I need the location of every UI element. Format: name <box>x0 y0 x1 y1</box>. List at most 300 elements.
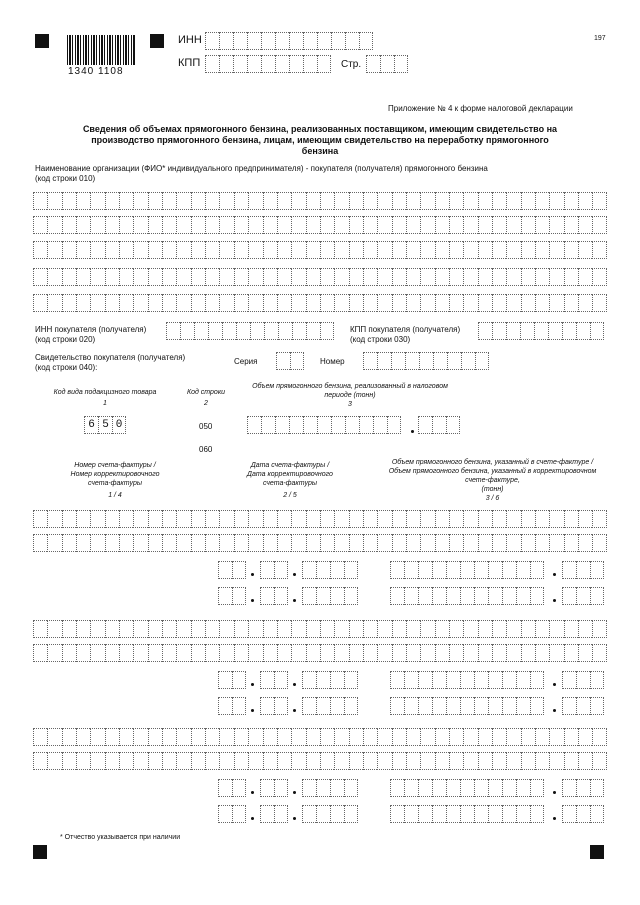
input-cell[interactable] <box>194 322 208 340</box>
input-cell[interactable] <box>432 779 446 797</box>
input-cell[interactable] <box>492 752 506 770</box>
input-cell[interactable] <box>576 587 590 605</box>
invoice-date-month[interactable] <box>260 561 288 579</box>
input-cell[interactable] <box>62 294 76 312</box>
input-cell[interactable] <box>264 322 278 340</box>
invoice-date-year[interactable] <box>302 671 358 689</box>
input-cell[interactable] <box>290 352 304 370</box>
input-cell[interactable] <box>263 192 277 210</box>
input-cell[interactable] <box>549 241 563 259</box>
input-cell[interactable] <box>435 241 449 259</box>
input-cell[interactable] <box>274 697 288 715</box>
input-cell[interactable] <box>76 644 90 662</box>
input-cell[interactable] <box>420 752 434 770</box>
input-cell[interactable] <box>260 805 274 823</box>
input-cell[interactable] <box>435 268 449 286</box>
input-cell[interactable] <box>260 561 274 579</box>
input-cell[interactable] <box>344 587 358 605</box>
input-cell[interactable] <box>234 216 248 234</box>
input-cell[interactable] <box>291 620 305 638</box>
input-cell[interactable] <box>278 322 292 340</box>
input-cell[interactable] <box>306 620 320 638</box>
input-cell[interactable] <box>478 192 492 210</box>
invoice-number-row[interactable] <box>33 728 607 746</box>
input-cell[interactable] <box>62 620 76 638</box>
input-cell[interactable] <box>516 671 530 689</box>
input-cell[interactable] <box>535 644 549 662</box>
input-cell[interactable] <box>488 805 502 823</box>
input-cell[interactable] <box>162 192 176 210</box>
input-cell[interactable] <box>590 805 604 823</box>
input-cell[interactable] <box>530 779 544 797</box>
invoice-volume-decimal[interactable] <box>562 779 604 797</box>
input-cell[interactable] <box>119 192 133 210</box>
input-cell[interactable] <box>420 534 434 552</box>
input-cell[interactable] <box>420 216 434 234</box>
input-cell[interactable] <box>219 728 233 746</box>
input-cell[interactable] <box>562 587 576 605</box>
input-cell[interactable] <box>330 805 344 823</box>
input-cell[interactable] <box>306 322 320 340</box>
invoice-date-day[interactable] <box>218 671 246 689</box>
input-cell[interactable] <box>349 268 363 286</box>
input-cell[interactable] <box>47 644 61 662</box>
input-cell[interactable] <box>47 752 61 770</box>
input-cell[interactable] <box>377 510 391 528</box>
input-cell[interactable] <box>232 561 246 579</box>
input-cell[interactable] <box>433 352 447 370</box>
input-cell[interactable] <box>47 192 61 210</box>
input-cell[interactable] <box>406 216 420 234</box>
input-cell[interactable] <box>475 352 489 370</box>
input-cell[interactable] <box>394 55 408 73</box>
input-cell[interactable] <box>406 510 420 528</box>
input-cell[interactable] <box>363 728 377 746</box>
input-cell[interactable] <box>76 620 90 638</box>
input-cell[interactable] <box>359 416 373 434</box>
input-cell[interactable] <box>461 352 475 370</box>
input-cell[interactable] <box>306 534 320 552</box>
input-cell[interactable] <box>248 752 262 770</box>
input-cell[interactable] <box>90 268 104 286</box>
input-cell[interactable] <box>306 268 320 286</box>
input-cell[interactable] <box>302 561 316 579</box>
input-cell[interactable] <box>488 779 502 797</box>
input-cell[interactable] <box>474 697 488 715</box>
input-cell[interactable] <box>205 192 219 210</box>
input-cell[interactable] <box>535 620 549 638</box>
input-cell[interactable] <box>306 510 320 528</box>
input-cell[interactable] <box>76 268 90 286</box>
input-cell[interactable] <box>460 697 474 715</box>
invoice-date-year[interactable] <box>302 587 358 605</box>
input-cell[interactable] <box>90 752 104 770</box>
input-cell[interactable] <box>463 534 477 552</box>
input-cell[interactable] <box>562 805 576 823</box>
input-cell[interactable] <box>219 644 233 662</box>
input-cell[interactable] <box>205 294 219 312</box>
input-cell[interactable] <box>148 510 162 528</box>
input-cell[interactable] <box>162 620 176 638</box>
input-cell[interactable] <box>564 534 578 552</box>
input-cell[interactable] <box>119 241 133 259</box>
input-cell[interactable] <box>90 644 104 662</box>
input-cell[interactable] <box>564 294 578 312</box>
input-cell[interactable] <box>191 268 205 286</box>
input-cell[interactable] <box>162 752 176 770</box>
input-cell[interactable] <box>274 671 288 689</box>
input-cell[interactable] <box>392 268 406 286</box>
input-cell[interactable] <box>446 697 460 715</box>
invoice-date-year[interactable] <box>302 697 358 715</box>
input-cell[interactable] <box>549 510 563 528</box>
invoice-date-day[interactable] <box>218 805 246 823</box>
invoice-volume-decimal[interactable] <box>562 561 604 579</box>
input-cell[interactable] <box>233 32 247 50</box>
input-cell[interactable] <box>435 534 449 552</box>
input-cell[interactable] <box>363 534 377 552</box>
input-cell[interactable] <box>232 697 246 715</box>
input-cell[interactable] <box>377 268 391 286</box>
input-cell[interactable] <box>564 620 578 638</box>
input-cell[interactable] <box>534 322 548 340</box>
input-cell[interactable] <box>492 644 506 662</box>
input-cell[interactable] <box>62 192 76 210</box>
input-cell[interactable] <box>320 644 334 662</box>
input-cell[interactable] <box>478 268 492 286</box>
input-cell[interactable] <box>191 241 205 259</box>
input-cell[interactable] <box>535 241 549 259</box>
input-cell[interactable] <box>248 216 262 234</box>
input-cell[interactable] <box>530 561 544 579</box>
input-cell[interactable] <box>176 534 190 552</box>
input-cell[interactable] <box>330 779 344 797</box>
input-cell[interactable] <box>320 620 334 638</box>
input-cell[interactable] <box>344 697 358 715</box>
input-cell[interactable] <box>148 534 162 552</box>
input-cell[interactable] <box>205 55 219 73</box>
input-cell[interactable] <box>478 644 492 662</box>
input-cell[interactable] <box>460 671 474 689</box>
org-name-row[interactable] <box>33 268 607 286</box>
input-cell[interactable] <box>234 241 248 259</box>
input-cell[interactable] <box>418 779 432 797</box>
input-cell[interactable] <box>502 671 516 689</box>
input-cell[interactable] <box>549 192 563 210</box>
invoice-date-day[interactable] <box>218 561 246 579</box>
input-cell[interactable] <box>406 294 420 312</box>
input-cell[interactable] <box>291 752 305 770</box>
input-cell[interactable] <box>274 561 288 579</box>
input-cell[interactable] <box>535 216 549 234</box>
input-cell[interactable] <box>460 779 474 797</box>
buyer-kpp-field[interactable] <box>478 322 604 340</box>
input-cell[interactable] <box>349 728 363 746</box>
input-cell[interactable] <box>392 752 406 770</box>
input-cell[interactable] <box>105 752 119 770</box>
input-cell[interactable] <box>334 216 348 234</box>
input-cell[interactable] <box>219 241 233 259</box>
input-cell[interactable] <box>446 587 460 605</box>
input-cell[interactable] <box>302 697 316 715</box>
input-cell[interactable] <box>105 620 119 638</box>
input-cell[interactable] <box>105 534 119 552</box>
input-cell[interactable] <box>33 510 47 528</box>
input-cell[interactable] <box>373 416 387 434</box>
input-cell[interactable] <box>460 805 474 823</box>
input-cell[interactable] <box>392 534 406 552</box>
input-cell[interactable] <box>478 216 492 234</box>
input-cell[interactable] <box>33 534 47 552</box>
input-cell[interactable] <box>263 534 277 552</box>
input-cell[interactable] <box>166 322 180 340</box>
input-cell[interactable] <box>62 728 76 746</box>
input-cell[interactable] <box>420 294 434 312</box>
input-cell[interactable] <box>349 752 363 770</box>
input-cell[interactable] <box>33 644 47 662</box>
input-cell[interactable] <box>562 779 576 797</box>
invoice-date-day[interactable] <box>218 697 246 715</box>
input-cell[interactable] <box>564 644 578 662</box>
input-cell[interactable] <box>363 510 377 528</box>
invoice-number-row[interactable] <box>33 644 607 662</box>
input-cell[interactable] <box>446 779 460 797</box>
input-cell[interactable] <box>176 620 190 638</box>
input-cell[interactable] <box>344 561 358 579</box>
input-cell[interactable] <box>406 268 420 286</box>
input-cell[interactable] <box>492 192 506 210</box>
input-cell[interactable] <box>404 697 418 715</box>
input-cell[interactable] <box>331 32 345 50</box>
input-cell[interactable] <box>320 216 334 234</box>
input-cell[interactable] <box>277 752 291 770</box>
input-cell[interactable] <box>291 728 305 746</box>
input-cell[interactable] <box>506 620 520 638</box>
input-cell[interactable] <box>418 697 432 715</box>
input-cell[interactable] <box>435 216 449 234</box>
input-cell[interactable] <box>377 728 391 746</box>
input-cell[interactable] <box>248 268 262 286</box>
input-cell[interactable] <box>406 192 420 210</box>
input-cell[interactable] <box>576 561 590 579</box>
input-cell[interactable] <box>576 697 590 715</box>
input-cell[interactable] <box>404 805 418 823</box>
input-cell[interactable] <box>406 728 420 746</box>
input-cell[interactable] <box>492 728 506 746</box>
input-cell[interactable] <box>449 620 463 638</box>
input-cell[interactable] <box>521 620 535 638</box>
input-cell[interactable] <box>392 728 406 746</box>
input-cell[interactable] <box>291 216 305 234</box>
input-cell[interactable] <box>292 322 306 340</box>
input-cell[interactable] <box>449 216 463 234</box>
input-cell[interactable] <box>449 294 463 312</box>
input-cell[interactable] <box>277 510 291 528</box>
org-name-row[interactable] <box>33 241 607 259</box>
input-cell[interactable] <box>521 752 535 770</box>
input-cell[interactable] <box>592 241 606 259</box>
input-cell[interactable] <box>344 671 358 689</box>
input-cell[interactable] <box>248 620 262 638</box>
input-cell[interactable] <box>404 561 418 579</box>
input-cell[interactable] <box>247 32 261 50</box>
input-cell[interactable] <box>576 779 590 797</box>
input-cell[interactable] <box>291 510 305 528</box>
input-cell[interactable] <box>302 587 316 605</box>
input-cell[interactable] <box>302 779 316 797</box>
volume-decimal-field[interactable] <box>418 416 460 434</box>
input-cell[interactable] <box>463 192 477 210</box>
input-cell[interactable] <box>148 752 162 770</box>
input-cell[interactable] <box>33 620 47 638</box>
input-cell[interactable] <box>435 510 449 528</box>
input-cell[interactable] <box>320 241 334 259</box>
input-cell[interactable] <box>275 416 289 434</box>
input-cell[interactable] <box>502 779 516 797</box>
input-cell[interactable] <box>47 241 61 259</box>
input-cell[interactable] <box>492 241 506 259</box>
input-cell[interactable] <box>502 805 516 823</box>
invoice-date-month[interactable] <box>260 671 288 689</box>
input-cell[interactable] <box>277 241 291 259</box>
input-cell[interactable] <box>363 620 377 638</box>
input-cell[interactable] <box>432 587 446 605</box>
invoice-date-year[interactable] <box>302 561 358 579</box>
input-cell[interactable] <box>334 510 348 528</box>
input-cell[interactable] <box>306 216 320 234</box>
input-cell[interactable] <box>488 587 502 605</box>
invoice-volume-integer[interactable] <box>390 671 544 689</box>
input-cell[interactable] <box>148 294 162 312</box>
input-cell[interactable] <box>219 268 233 286</box>
input-cell[interactable] <box>392 510 406 528</box>
input-cell[interactable] <box>390 561 404 579</box>
input-cell[interactable] <box>306 752 320 770</box>
org-name-row[interactable] <box>33 192 607 210</box>
input-cell[interactable] <box>363 644 377 662</box>
input-cell[interactable] <box>488 671 502 689</box>
input-cell[interactable] <box>530 671 544 689</box>
invoice-volume-integer[interactable] <box>390 779 544 797</box>
input-cell[interactable] <box>180 322 194 340</box>
invoice-number-row[interactable] <box>33 510 607 528</box>
input-cell[interactable] <box>478 534 492 552</box>
input-cell[interactable] <box>176 192 190 210</box>
input-cell[interactable] <box>420 192 434 210</box>
input-cell[interactable] <box>90 241 104 259</box>
input-cell[interactable] <box>446 805 460 823</box>
input-cell[interactable] <box>219 534 233 552</box>
input-cell[interactable] <box>277 534 291 552</box>
input-cell[interactable] <box>334 268 348 286</box>
input-cell[interactable] <box>263 268 277 286</box>
input-cell[interactable] <box>377 534 391 552</box>
input-cell[interactable] <box>590 697 604 715</box>
input-cell[interactable] <box>590 561 604 579</box>
input-cell[interactable] <box>205 620 219 638</box>
invoice-date-month[interactable] <box>260 587 288 605</box>
input-cell[interactable] <box>530 805 544 823</box>
input-cell[interactable] <box>176 268 190 286</box>
input-cell[interactable] <box>463 241 477 259</box>
input-cell[interactable] <box>334 241 348 259</box>
input-cell[interactable] <box>564 216 578 234</box>
input-cell[interactable] <box>291 241 305 259</box>
input-cell[interactable] <box>549 620 563 638</box>
input-cell[interactable] <box>219 216 233 234</box>
input-cell[interactable] <box>420 241 434 259</box>
input-cell[interactable] <box>590 779 604 797</box>
input-cell[interactable] <box>392 294 406 312</box>
input-cell[interactable] <box>349 241 363 259</box>
input-cell[interactable] <box>349 510 363 528</box>
input-cell[interactable] <box>359 32 373 50</box>
input-cell[interactable] <box>562 697 576 715</box>
input-cell[interactable] <box>576 322 590 340</box>
input-cell[interactable] <box>263 216 277 234</box>
input-cell[interactable] <box>363 268 377 286</box>
input-cell[interactable] <box>119 294 133 312</box>
input-cell[interactable] <box>478 752 492 770</box>
invoice-number-row[interactable] <box>33 620 607 638</box>
input-cell[interactable] <box>578 510 592 528</box>
input-cell[interactable] <box>446 671 460 689</box>
input-cell[interactable] <box>162 644 176 662</box>
input-cell[interactable] <box>320 192 334 210</box>
invoice-volume-decimal[interactable] <box>562 671 604 689</box>
input-cell[interactable] <box>549 268 563 286</box>
input-cell[interactable] <box>105 510 119 528</box>
input-cell[interactable] <box>205 728 219 746</box>
input-cell[interactable] <box>162 294 176 312</box>
input-cell[interactable] <box>191 644 205 662</box>
input-cell[interactable] <box>592 216 606 234</box>
input-cell[interactable] <box>105 192 119 210</box>
input-cell[interactable] <box>419 352 433 370</box>
input-cell[interactable] <box>76 510 90 528</box>
input-cell[interactable] <box>133 728 147 746</box>
input-cell[interactable] <box>535 268 549 286</box>
input-cell[interactable] <box>492 534 506 552</box>
input-cell[interactable] <box>592 268 606 286</box>
input-cell[interactable] <box>516 587 530 605</box>
input-cell[interactable] <box>277 192 291 210</box>
input-cell[interactable] <box>592 644 606 662</box>
input-cell[interactable] <box>404 671 418 689</box>
input-cell[interactable] <box>263 728 277 746</box>
input-cell[interactable] <box>390 697 404 715</box>
input-cell[interactable] <box>506 728 520 746</box>
input-cell[interactable] <box>234 192 248 210</box>
input-cell[interactable] <box>33 752 47 770</box>
input-cell[interactable] <box>420 644 434 662</box>
input-cell[interactable] <box>234 294 248 312</box>
input-cell[interactable] <box>435 728 449 746</box>
input-cell[interactable] <box>302 671 316 689</box>
input-cell[interactable] <box>148 644 162 662</box>
input-cell[interactable] <box>263 241 277 259</box>
input-cell[interactable] <box>205 268 219 286</box>
input-cell[interactable] <box>90 620 104 638</box>
input-cell[interactable] <box>474 587 488 605</box>
input-cell[interactable] <box>562 561 576 579</box>
input-cell[interactable] <box>334 534 348 552</box>
input-cell[interactable] <box>592 620 606 638</box>
input-cell[interactable] <box>219 55 233 73</box>
input-cell[interactable] <box>349 192 363 210</box>
input-cell[interactable] <box>320 294 334 312</box>
input-cell[interactable] <box>449 752 463 770</box>
